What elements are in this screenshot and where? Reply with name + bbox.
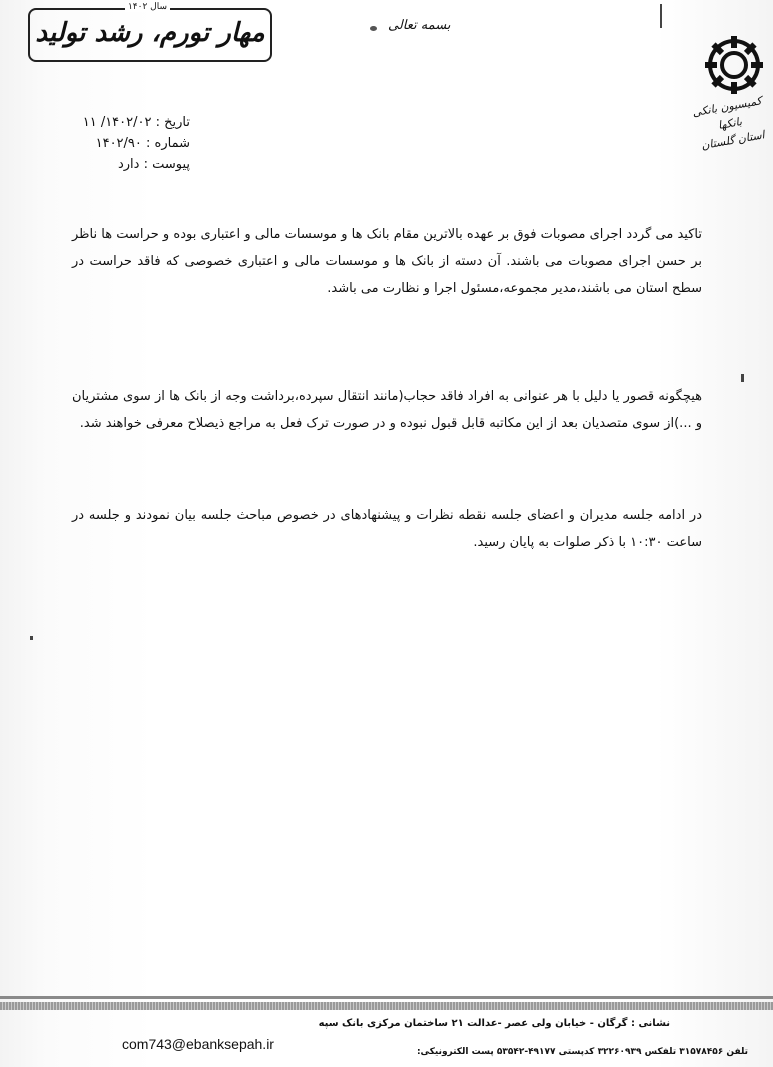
footer-email: com743@ebanksepah.ir	[122, 1036, 274, 1052]
organization-name-line1: کمیسیون بانکی بانکها	[691, 94, 763, 132]
letter-number: شماره : ۱۴۰۲/۹۰	[95, 136, 190, 151]
organization-name	[690, 92, 770, 155]
footer-band	[0, 1002, 773, 1010]
body-paragraph-1: تاکید می گردد اجرای مصوبات فوق بر عهده بالاترین مقام بانک ها و موسسات مالی و اعتباری بوده و حراست ها ناظر بر حسن اجرای مصوبات می باشند. آن دسته از بانک ها و موسسات مالی و اعتباری خصوصی که فاقد حراست در سطح استان می باشند،مدیر مجموعه،مسئول اجرا و نظارت می باشد.	[72, 227, 702, 296]
slogan-text: مهار تورم، رشد تولید	[35, 18, 265, 48]
letter-date: تاریخ : ۱۴۰۲/۰۲/ ۱۱	[82, 115, 190, 130]
scan-mark	[660, 4, 662, 28]
footer-address: نشانی : گرگان - خیابان ولی عصر -عدالت ۲۱ ساختمان مرکزی بانک سپه	[318, 1018, 670, 1029]
letter-attachment: پیوست : دارد	[117, 157, 190, 172]
footer-contact: تلفن ۳۱۵۷۸۴۵۶ تلفکس ۳۲۲۶۰۹۳۹ کدپستی ۴۹۱۷۷-۵۳۵۴۲ پست الکترونیکی:	[416, 1047, 748, 1057]
organization-name-line2: استان گلستان	[700, 128, 766, 153]
slogan-year: سال ۱۴۰۲	[125, 2, 170, 12]
scan-mark	[741, 374, 744, 382]
body-paragraph-2: هیچگونه قصور یا دلیل با هر عنوانی به افراد فاقد حجاب(مانند انتقال سپرده،برداشت وجه از بانک ها از سوی مشتریان و ...)از سوی متصدیان بعد از این مکاتبه قابل قبول نبوده و در صورت ترک فعل به مراجع ذیصلاح معرفی خواهند شد.	[72, 389, 702, 431]
body-paragraph-3: در ادامه جلسه مدیران و اعضای جلسه نقطه نظرات و پیشنهادهای در خصوص مباحث جلسه بیان نمودند و جلسه در ساعت ۱۰:۳۰ با ذکر صلوات به پایان رسید.	[72, 508, 702, 550]
slogan-box	[28, 2, 272, 62]
scan-mark	[30, 636, 33, 640]
organization-logo-icon	[702, 34, 766, 96]
basmala: بسمه تعالی	[388, 18, 451, 33]
ink-blot	[370, 26, 377, 31]
footer-divider	[0, 996, 773, 999]
letter-meta	[58, 112, 190, 175]
